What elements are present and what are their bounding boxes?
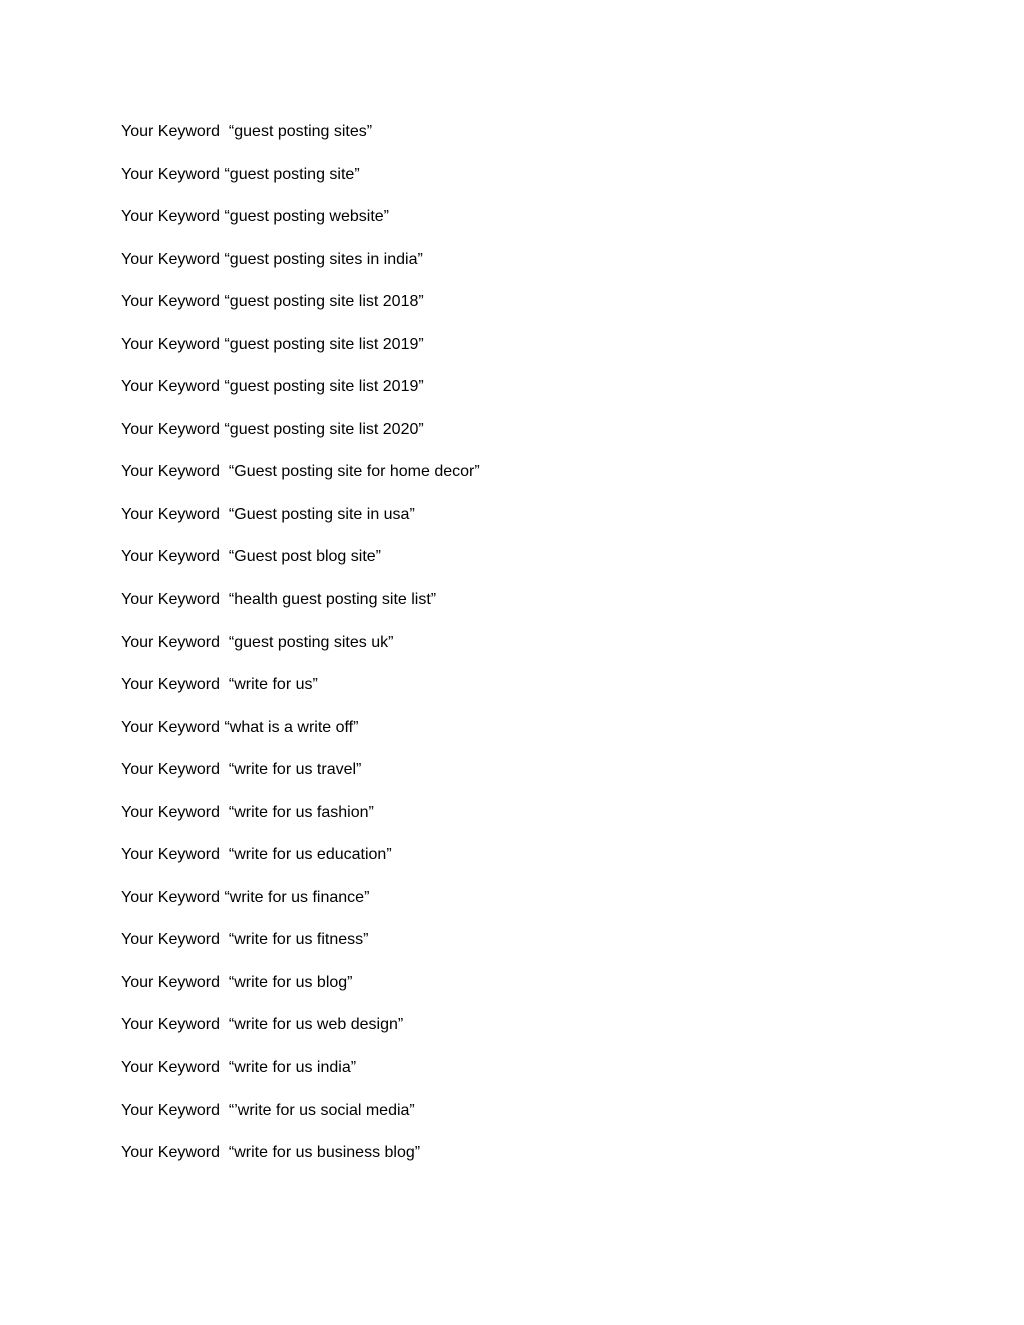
keyword-line: Your Keyword “health guest posting site list” [121,591,437,609]
keyword-line: Your Keyword “write for us fitness” [121,931,369,949]
keyword-line: Your Keyword “write for us web design” [121,1016,404,1034]
keyword-line: Your Keyword “guest posting site list 2019” [121,335,424,353]
keyword-line: Your Keyword “guest posting site list 2018” [121,293,424,311]
keyword-line: Your Keyword “what is a write off” [121,718,359,736]
keyword-line: Your Keyword “guest posting website” [121,208,389,226]
keyword-line: Your Keyword “guest posting sites uk” [121,633,394,651]
keyword-line: Your Keyword “write for us education” [121,846,392,864]
keyword-line: Your Keyword “write for us travel” [121,761,362,779]
keyword-line: Your Keyword “write for us india” [121,1059,357,1077]
keyword-line: Your Keyword “guest posting site list 2020” [121,420,424,438]
keyword-line: Your Keyword “Guest posting site in usa” [121,505,415,523]
keyword-line: Your Keyword “Guest post blog site” [121,548,381,566]
keyword-line: Your Keyword “write for us” [121,676,318,694]
keyword-line: Your Keyword “’write for us social media” [121,1101,415,1119]
keyword-line: Your Keyword “Guest posting site for home decor” [121,463,480,481]
keyword-line: Your Keyword “write for us finance” [121,888,370,906]
keyword-line: Your Keyword “write for us fashion” [121,803,374,821]
keyword-list [121,120,480,1184]
keyword-line: Your Keyword “write for us business blog” [121,1144,421,1162]
keyword-line: Your Keyword “guest posting sites” [121,123,373,140]
keyword-line: Your Keyword “guest posting sites in india” [121,250,423,268]
keyword-line: Your Keyword “write for us blog” [121,973,353,991]
keyword-line: Your Keyword “guest posting site” [121,165,360,183]
keyword-line: Your Keyword “guest posting site list 2019” [121,378,424,396]
